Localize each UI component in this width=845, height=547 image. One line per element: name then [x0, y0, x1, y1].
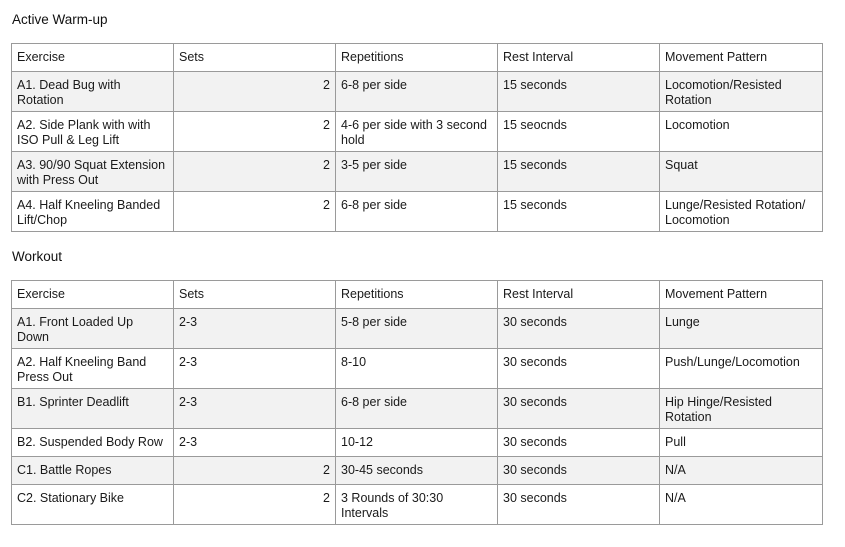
cell-movement-pattern: Lunge/Resisted Rotation/ Locomotion — [660, 192, 823, 232]
table-row — [12, 309, 823, 349]
warmup-table — [11, 43, 823, 232]
cell-movement-pattern: N/A — [660, 485, 823, 525]
cell-exercise: A4. Half Kneeling Banded Lift/Chop — [12, 192, 174, 232]
table-header-row — [12, 44, 823, 72]
cell-movement-pattern: Pull — [660, 429, 823, 457]
cell-rest-interval: 15 seocnds — [498, 112, 660, 152]
cell-rest-interval: 15 seconds — [498, 72, 660, 112]
table-row — [12, 457, 823, 485]
cell-exercise: A2. Side Plank with with ISO Pull & Leg Lift — [12, 112, 174, 152]
table-row — [12, 72, 823, 112]
cell-movement-pattern: Squat — [660, 152, 823, 192]
header-exercise: Exercise — [12, 281, 174, 309]
cell-exercise: A1. Dead Bug with Rotation — [12, 72, 174, 112]
cell-repetitions: 6-8 per side — [336, 389, 498, 429]
cell-sets: 2 — [174, 152, 336, 192]
table-row — [12, 389, 823, 429]
section-title-workout: Workout — [12, 249, 63, 264]
table-row — [12, 349, 823, 389]
cell-rest-interval: 15 seconds — [498, 152, 660, 192]
cell-repetitions: 3 Rounds of 30:30 Intervals — [336, 485, 498, 525]
cell-repetitions: 5-8 per side — [336, 309, 498, 349]
cell-sets: 2-3 — [174, 309, 336, 349]
cell-movement-pattern: Locomotion — [660, 112, 823, 152]
header-exercise: Exercise — [12, 44, 174, 72]
cell-sets: 2-3 — [174, 349, 336, 389]
cell-movement-pattern: N/A — [660, 457, 823, 485]
cell-movement-pattern: Lunge — [660, 309, 823, 349]
cell-rest-interval: 15 seconds — [498, 192, 660, 232]
cell-sets: 2-3 — [174, 389, 336, 429]
cell-sets: 2 — [174, 112, 336, 152]
cell-sets: 2 — [174, 457, 336, 485]
cell-exercise: B1. Sprinter Deadlift — [12, 389, 174, 429]
table-header-row — [12, 281, 823, 309]
cell-movement-pattern: Locomotion/Resisted Rotation — [660, 72, 823, 112]
cell-repetitions: 8-10 — [336, 349, 498, 389]
header-movement-pattern: Movement Pattern — [660, 44, 823, 72]
header-rest-interval: Rest Interval — [498, 44, 660, 72]
cell-rest-interval: 30 seconds — [498, 457, 660, 485]
cell-rest-interval: 30 seconds — [498, 485, 660, 525]
cell-exercise: A1. Front Loaded Up Down — [12, 309, 174, 349]
section-title-warmup: Active Warm-up — [12, 12, 108, 27]
header-repetitions: Repetitions — [336, 281, 498, 309]
cell-rest-interval: 30 seconds — [498, 309, 660, 349]
cell-repetitions: 6-8 per side — [336, 72, 498, 112]
cell-repetitions: 4-6 per side with 3 second hold — [336, 112, 498, 152]
table-row — [12, 112, 823, 152]
header-movement-pattern: Movement Pattern — [660, 281, 823, 309]
cell-movement-pattern: Push/Lunge/Locomotion — [660, 349, 823, 389]
header-repetitions: Repetitions — [336, 44, 498, 72]
cell-repetitions: 6-8 per side — [336, 192, 498, 232]
cell-rest-interval: 30 seconds — [498, 349, 660, 389]
cell-movement-pattern: Hip Hinge/Resisted Rotation — [660, 389, 823, 429]
header-rest-interval: Rest Interval — [498, 281, 660, 309]
cell-repetitions: 30-45 seconds — [336, 457, 498, 485]
cell-repetitions: 3-5 per side — [336, 152, 498, 192]
cell-exercise: C1. Battle Ropes — [12, 457, 174, 485]
cell-exercise: C2. Stationary Bike — [12, 485, 174, 525]
table-row — [12, 152, 823, 192]
cell-sets: 2-3 — [174, 429, 336, 457]
cell-exercise: A3. 90/90 Squat Extension with Press Out — [12, 152, 174, 192]
table-row — [12, 485, 823, 525]
table-row — [12, 192, 823, 232]
cell-exercise: B2. Suspended Body Row — [12, 429, 174, 457]
header-sets: Sets — [174, 281, 336, 309]
table-row — [12, 429, 823, 457]
cell-sets: 2 — [174, 192, 336, 232]
cell-rest-interval: 30 seconds — [498, 389, 660, 429]
header-sets: Sets — [174, 44, 336, 72]
cell-repetitions: 10-12 — [336, 429, 498, 457]
cell-sets: 2 — [174, 72, 336, 112]
cell-rest-interval: 30 seconds — [498, 429, 660, 457]
cell-sets: 2 — [174, 485, 336, 525]
workout-table — [11, 280, 823, 525]
cell-exercise: A2. Half Kneeling Band Press Out — [12, 349, 174, 389]
